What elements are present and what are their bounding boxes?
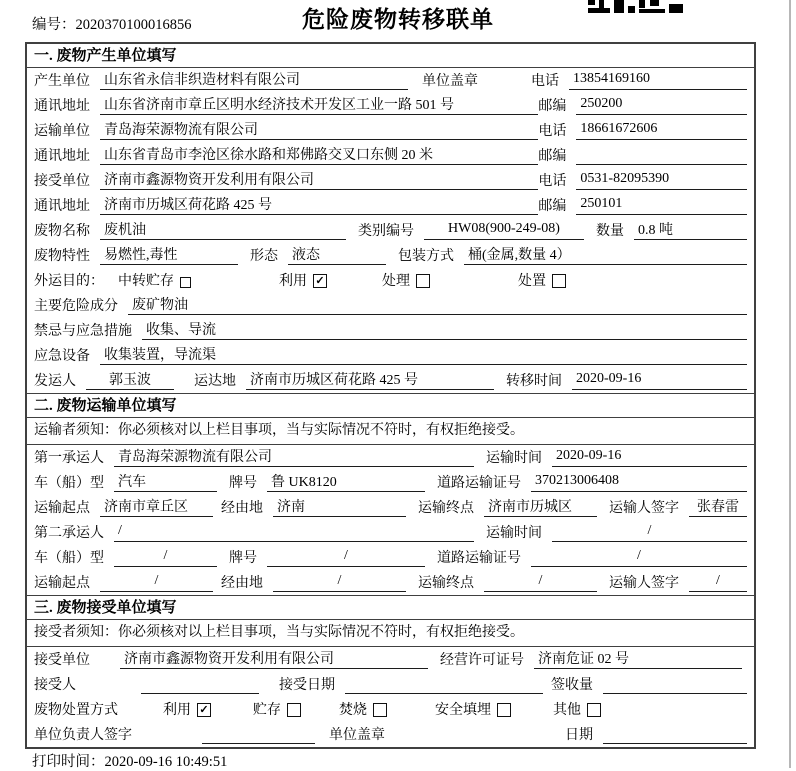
checkbox-disposal-other	[587, 703, 601, 717]
route-start1-value: 济南市章丘区	[100, 496, 213, 517]
row-emergency-equipment	[27, 343, 754, 368]
seal-date-label: 日期	[565, 728, 593, 743]
shipper-value: 郭玉波	[86, 369, 174, 390]
route-end2-value: /	[484, 573, 597, 592]
doc-number-value: 2020370100016856	[75, 17, 192, 33]
document-header	[0, 0, 796, 40]
destination-label: 运达地	[194, 374, 236, 389]
producer-address-label: 通讯地址	[34, 99, 90, 114]
road-permit1-label: 道路运输证号	[437, 476, 521, 491]
waste-name-label: 废物名称	[34, 224, 90, 239]
route-end1-label: 运输终点	[418, 501, 474, 516]
destination-value: 济南市历城区荷花路 425 号	[246, 369, 494, 390]
producer-zip-value: 250200	[576, 96, 747, 115]
receiver-label: 接受单位	[34, 174, 90, 189]
transporter-value: 青岛海荣源物流有限公司	[100, 119, 538, 140]
row-transfer-purpose	[27, 268, 754, 293]
acceptor-value	[141, 675, 259, 694]
row-route2	[27, 570, 754, 595]
plate-number2-label: 牌号	[229, 551, 257, 566]
plate-number1-value: 鲁 UK8120	[267, 471, 425, 492]
vehicle-type1-value: 汽车	[114, 471, 217, 492]
hazard-component-value: 废矿物油	[128, 294, 747, 315]
producer-value: 山东省永信非织造材料有限公司	[100, 69, 408, 90]
hazard-component-label: 主要危险成分	[34, 299, 118, 314]
route-end2-label: 运输终点	[418, 576, 474, 591]
row-second-carrier	[27, 520, 754, 545]
producer-seal-label: 单位盖章	[422, 74, 478, 89]
row-emergency-measures	[27, 318, 754, 343]
transporter-phone-value: 18661672606	[576, 121, 747, 140]
receiver-zip-label: 邮编	[538, 199, 567, 214]
accept-unit-label: 接受单位	[34, 653, 90, 668]
checkbox-purpose-storage	[180, 277, 191, 288]
row-hazard-component	[27, 293, 754, 318]
shipper-label: 发运人	[34, 374, 76, 389]
plate-number2-value: /	[267, 548, 425, 567]
transporter-zip-value	[576, 146, 747, 165]
road-permit1-value: 370213006408	[531, 473, 747, 492]
section2-notice: 运输者须知：你必须核对以上栏目事项，当与实际情况不符时，有权拒绝接受。	[27, 418, 754, 445]
route-via2-label: 经由地	[221, 576, 263, 591]
emergency-equipment-value: 收集装置，导流渠	[100, 344, 747, 365]
waste-category-label: 类别编号	[358, 224, 414, 239]
waste-name-value: 废机油	[100, 219, 346, 240]
row-transporter	[27, 118, 754, 143]
transfer-form	[25, 42, 756, 749]
section3-title: 三. 废物接受单位填写	[27, 595, 754, 620]
waste-property-value: 易燃性,毒性	[100, 244, 238, 265]
accept-unit-value: 济南市鑫源物资开发利用有限公司	[120, 648, 428, 669]
receiver-zip-value: 250101	[576, 196, 747, 215]
row-waste-property	[27, 243, 754, 268]
row-disposal-method	[27, 697, 754, 722]
waste-property-label: 废物特性	[34, 249, 90, 264]
receiver-address-label: 通讯地址	[34, 199, 90, 214]
receiver-value: 济南市鑫源物资开发利用有限公司	[100, 169, 538, 190]
disposal-option-other-label: 其他	[553, 703, 581, 718]
section2-title: 二. 废物运输单位填写	[27, 393, 754, 418]
transporter-label: 运输单位	[34, 124, 90, 139]
emergency-equipment-label: 应急设备	[34, 349, 90, 364]
row-first-carrier	[27, 445, 754, 470]
waste-category-value: HW08(900-249-08)	[424, 221, 584, 240]
route-start2-value: /	[100, 573, 213, 592]
section1-title: 一. 废物产生单位填写	[27, 44, 754, 68]
carrier-sign2-label: 运输人签字	[609, 576, 679, 591]
row-accept-unit	[27, 647, 754, 672]
purpose-option-dispose-label: 处置	[518, 274, 546, 289]
row-shipper	[27, 368, 754, 393]
second-carrier-value: /	[114, 523, 474, 542]
transporter-address-label: 通讯地址	[34, 149, 90, 164]
plate-number1-label: 牌号	[229, 476, 257, 491]
producer-phone-value: 13854169160	[569, 71, 747, 90]
waste-quantity-value: 0.8 吨	[634, 219, 747, 240]
disposal-option-storage-label: 贮存	[253, 703, 281, 718]
route-via1-value: 济南	[273, 496, 406, 517]
producer-address-value: 山东省济南市章丘区明水经济技术开发区工业一路 501 号	[100, 94, 538, 115]
second-carrier-label: 第二承运人	[34, 526, 104, 541]
carrier-sign1-value: 张春雷	[689, 496, 747, 517]
responsible-signature-label: 单位负责人签字	[34, 728, 132, 743]
packaging-label: 包装方式	[398, 249, 454, 264]
disposal-option-utilize-label: 利用	[163, 703, 191, 718]
transporter-address-value: 山东省青岛市李沧区徐水路和郑佛路交叉口东侧 20 米	[100, 144, 538, 165]
received-quantity-label: 签收量	[551, 678, 593, 693]
route-end1-value: 济南市历城区	[484, 496, 597, 517]
road-permit2-value: /	[531, 548, 747, 567]
checkbox-disposal-utilize: ✓	[197, 703, 211, 717]
transfer-time-value: 2020-09-16	[572, 371, 747, 390]
route-via2-value: /	[273, 573, 406, 592]
seal-date-value	[603, 725, 747, 744]
transport-time2-label: 运输时间	[486, 526, 542, 541]
received-quantity-value	[603, 675, 747, 694]
emergency-measures-label: 禁忌与应急措施	[34, 324, 132, 339]
row-producer	[27, 68, 754, 93]
transport-time2-value: /	[552, 523, 747, 542]
checkbox-purpose-dispose	[552, 274, 566, 288]
accept-date-value	[345, 675, 543, 694]
accept-date-label: 接受日期	[279, 678, 335, 693]
responsible-signature-value	[202, 725, 315, 744]
route-start1-label: 运输起点	[34, 501, 90, 516]
transport-time1-label: 运输时间	[486, 451, 542, 466]
disposal-method-label: 废物处置方式	[34, 703, 118, 718]
row-receiver-address	[27, 193, 754, 218]
vehicle-type1-label: 车（船）型	[34, 476, 104, 491]
receiver-phone-value: 0531-82095390	[576, 171, 747, 190]
row-route1	[27, 495, 754, 520]
producer-label: 产生单位	[34, 74, 90, 89]
print-time-label: 打印时间：	[32, 754, 105, 770]
section3-notice: 接受者须知：你必须核对以上栏目事项，当与实际情况不符时，有权拒绝接受。	[27, 620, 754, 647]
producer-zip-label: 邮编	[538, 99, 567, 114]
waste-form-label: 形态	[250, 249, 278, 264]
carrier-sign2-value: /	[689, 573, 747, 592]
purpose-option-storage-label: 中转贮存	[118, 274, 174, 289]
row-waste-name	[27, 218, 754, 243]
doc-number-label: 编号：	[32, 17, 76, 33]
checkbox-disposal-incinerate	[373, 703, 387, 717]
print-time-value: 2020-09-16 10:49:51	[104, 754, 228, 770]
page-title: 危险废物转移联单	[302, 7, 494, 32]
vehicle-type2-label: 车（船）型	[34, 551, 104, 566]
first-carrier-label: 第一承运人	[34, 451, 104, 466]
purpose-option-treat-label: 处理	[382, 274, 410, 289]
emergency-measures-value: 收集、导流	[142, 319, 747, 340]
receiver-address-value: 济南市历城区荷花路 425 号	[100, 194, 538, 215]
row-vehicle1	[27, 470, 754, 495]
disposal-option-landfill-label: 安全填埋	[435, 703, 491, 718]
route-start2-label: 运输起点	[34, 576, 90, 591]
row-transporter-address	[27, 143, 754, 168]
license-number-label: 经营许可证号	[440, 653, 524, 668]
row-receiver	[27, 168, 754, 193]
license-number-value: 济南危证 02 号	[534, 648, 742, 669]
row-producer-address	[27, 93, 754, 118]
route-via1-label: 经由地	[221, 501, 263, 516]
checkbox-disposal-landfill	[497, 703, 511, 717]
carrier-sign1-label: 运输人签字	[609, 501, 679, 516]
receiver-phone-label: 电话	[538, 174, 567, 189]
transporter-zip-label: 邮编	[538, 149, 567, 164]
page-edge-line	[789, 0, 791, 768]
disposal-option-incinerate-label: 焚烧	[339, 703, 367, 718]
qr-code-fragment	[588, 0, 684, 13]
vehicle-type2-value: /	[114, 548, 217, 567]
packaging-value: 桶(金属,数量 4）	[464, 244, 747, 265]
acceptor-label: 接受人	[34, 678, 76, 693]
transfer-purpose-label: 外运目的：	[34, 274, 104, 289]
row-acceptor	[27, 672, 754, 697]
purpose-option-utilize-label: 利用	[279, 274, 307, 289]
unit-seal-label: 单位盖章	[329, 728, 385, 743]
transport-time1-value: 2020-09-16	[552, 448, 747, 467]
transfer-time-label: 转移时间	[506, 374, 562, 389]
producer-phone-label: 电话	[531, 74, 559, 89]
checkbox-disposal-storage	[287, 703, 301, 717]
checkbox-purpose-utilize: ✓	[313, 274, 327, 288]
transporter-phone-label: 电话	[538, 124, 567, 139]
waste-quantity-label: 数量	[596, 224, 624, 239]
road-permit2-label: 道路运输证号	[437, 551, 521, 566]
checkbox-purpose-treat	[416, 274, 430, 288]
row-vehicle2	[27, 545, 754, 570]
row-responsible-signature	[27, 722, 754, 747]
first-carrier-value: 青岛海荣源物流有限公司	[114, 446, 474, 467]
waste-form-value: 液态	[288, 244, 386, 265]
